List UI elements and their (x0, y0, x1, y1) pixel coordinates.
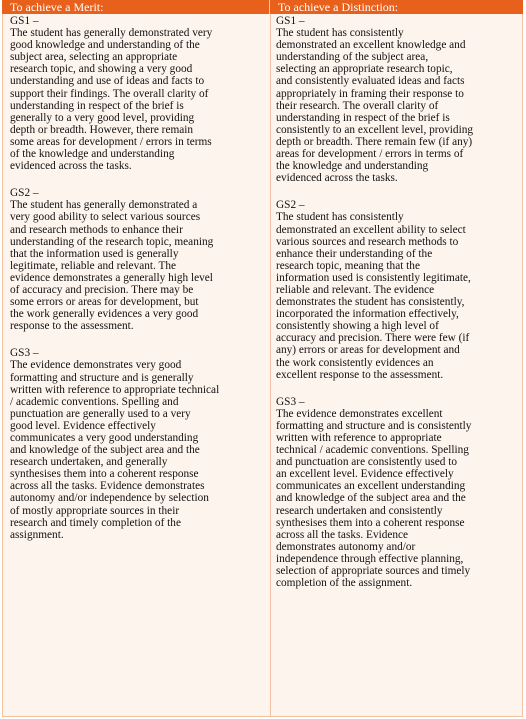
merit-gs3-label: GS3 – (10, 347, 39, 360)
merit-criteria-cell (2, 14, 270, 717)
merit-gs1-section (10, 15, 266, 172)
distinction-gs3-label: GS3 – (276, 395, 305, 408)
distinction-gs3-text: The evidence demonstrates excellent formatting and structure and is consistently written with reference to appropriate technical / academic conventions. Spelling and punctuation are consistently used to an excellent level. Evidence effectively communicates an excellent understanding and knowledge of the subject area and the research undertaken and consistently synthesises them into a coherent response across all the tasks. Evidence demonstrates autonomy and/or independence through effective planning, selection of appropriate sources and timely completion of the assignment. (276, 407, 472, 590)
distinction-gs1-section (276, 15, 518, 184)
merit-gs2-section (10, 187, 266, 332)
grading-criteria-table (2, 0, 523, 717)
distinction-gs2-section (276, 199, 518, 380)
distinction-gs1-label: GS1 – (276, 15, 305, 27)
merit-gs2-label: GS2 – (10, 187, 39, 200)
merit-column-header: To achieve a Merit: (2, 0, 270, 14)
distinction-gs2-text: The student has consistently demonstrated an excellent ability to select various sources and research methods to enhance their understanding of the research topic, meaning that the information used is consistently legitimate, reliable and relevant. The evidence demonstrates the student has consistently, incorporated the information effectively, consistently showing a high level of accuracy and precision. There were few (if any) errors or areas for development and the work consistently evidences an excellent response to the assessment. (276, 211, 471, 381)
merit-gs2-text: The student has generally demonstrated a very good ability to select various sources and research methods to enhance their understanding of the research topic, meaning that the information used is generally legitimate, reliable and relevant. The evidence demonstrates a generally high level of accuracy and precision. There may be some errors or areas for development, but the work generally evidences a very good response to the assessment. (10, 199, 214, 333)
distinction-criteria-cell (270, 14, 523, 717)
distinction-gs1-text: The student has consistently demonstrated an excellent knowledge and understanding of the subject area, selecting an appropriate research topic, and consistently evaluated ideas and facts appropriately in framing their response to their research. The overall clarity of understanding in respect of the brief is consistently to an excellent level, providing depth or breadth. There remain few (if any) areas for development / errors in terms of the knowledge and understanding evidenced across the tasks. (276, 27, 474, 185)
merit-gs1-label: GS1 – (10, 15, 39, 27)
merit-gs1-text: The student has generally demonstrated very good knowledge and understanding of the subject area, selecting an appropriate research topic, and showing a very good understanding and use of ideas and facts to support their findings. The overall clarity of understanding in respect of the brief is generally to a very good level, providing depth or breadth. However, there remain some areas for development / errors in terms of the knowledge and understanding evidenced across the tasks. (10, 27, 213, 173)
distinction-gs3-section (276, 396, 518, 590)
merit-gs3-text: The evidence demonstrates very good formatting and structure and is generally written with reference to appropriate technical / academic conventions. Spelling and punctuation are generally used to a very good level. Evidence effectively communicates a very good understanding and knowledge of the subject area and the research undertaken, and generally synthesises them into a coherent response across all the tasks. Evidence demonstrates autonomy and/or independence by selection of mostly appropriate sources in their research and timely completion of the assignment. (10, 359, 220, 541)
distinction-gs2-label: GS2 – (276, 199, 305, 212)
merit-gs3-section (10, 347, 266, 541)
distinction-column-header: To achieve a Distinction: (270, 0, 523, 14)
